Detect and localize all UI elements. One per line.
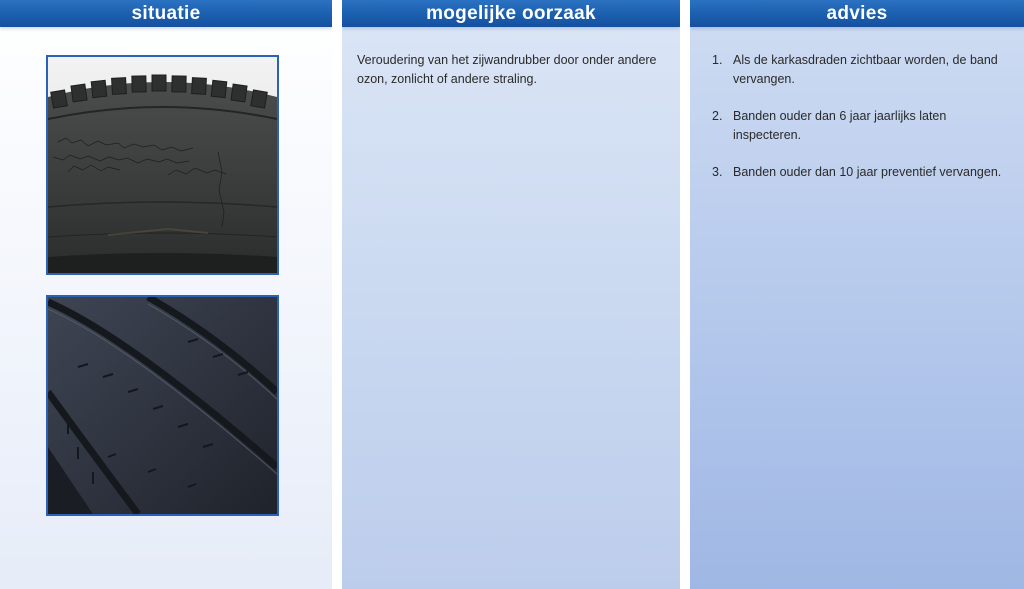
advice-item-number: 3.: [712, 165, 723, 179]
column-header-mogelijke-oorzaak: mogelijke oorzaak: [342, 0, 680, 27]
advice-item-text: Als de karkasdraden zichtbaar worden, de band vervangen.: [733, 53, 998, 86]
advice-item: [710, 163, 1010, 182]
advice-item-number: 1.: [712, 53, 723, 67]
column-situatie: [0, 0, 332, 589]
advice-item-number: 2.: [712, 109, 723, 123]
advice-list: [710, 51, 1010, 200]
advice-item: [710, 107, 1010, 145]
cause-text: Veroudering van het zijwandrubber door onder andere ozon, zonlicht of andere straling.: [357, 53, 657, 86]
advice-item: [710, 51, 1010, 89]
tire-tread-photo: [46, 295, 279, 516]
advice-item-text: Banden ouder dan 10 jaar preventief vervangen.: [733, 165, 1002, 179]
advice-item-text: Banden ouder dan 6 jaar jaarlijks laten inspecteren.: [733, 109, 947, 142]
column-header-advies: advies: [690, 0, 1024, 27]
column-mogelijke-oorzaak: [342, 0, 680, 589]
tire-sidewall-cracks-photo: [46, 55, 279, 275]
column-advies: [690, 0, 1024, 589]
column-header-situatie: situatie: [0, 0, 332, 27]
